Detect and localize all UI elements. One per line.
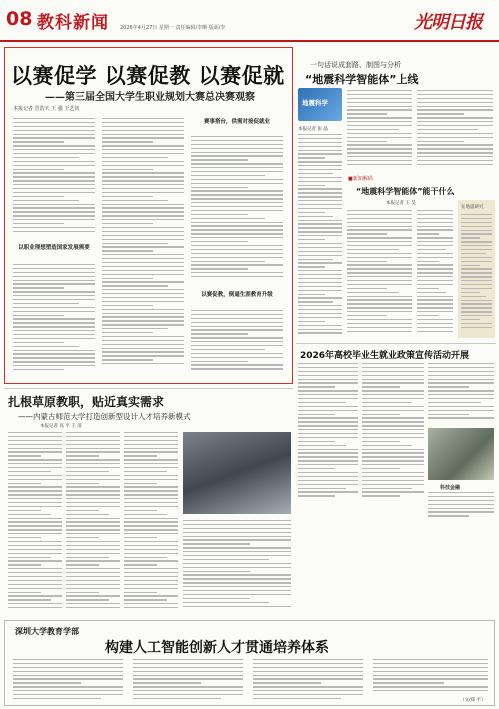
shenzhen-title: 构建人工智能创新人才贯通培养体系 bbox=[105, 640, 329, 656]
masthead-logo: 光明日报 bbox=[414, 12, 482, 33]
lead-title: 以赛促学 以赛促教 以赛促就 bbox=[11, 64, 285, 88]
lead-body-col1 bbox=[13, 118, 95, 238]
commentary-title: “地震科学智能体”能干什么 bbox=[356, 187, 455, 196]
teacher-title: 扎根草原教职，贴近真实需求 bbox=[8, 395, 165, 409]
page-number: 08 bbox=[6, 8, 33, 30]
shenzhen-footnote: （文/郑 平） bbox=[460, 698, 486, 703]
lead-subhead-3: 以赛促教，倒逼生涯教育升级 bbox=[201, 292, 273, 298]
teacher-body-col4 bbox=[183, 520, 291, 612]
commentary-byline: 本报记者 王 昊 bbox=[386, 201, 416, 206]
grad-body-col2 bbox=[362, 363, 424, 503]
grad-title: 2026年高校毕业生就业政策宣传活动开展 bbox=[300, 351, 470, 361]
shenzhen-body-col3 bbox=[253, 659, 363, 703]
lead-article bbox=[4, 47, 293, 384]
commentary-body-col1 bbox=[347, 210, 412, 338]
lead-body-col2 bbox=[102, 118, 184, 376]
commentary-body-col2 bbox=[417, 210, 453, 338]
teacher-body-col2 bbox=[66, 432, 120, 612]
teacher-body-col1 bbox=[8, 432, 62, 612]
grad-body-col3 bbox=[428, 363, 494, 423]
teacher-body-col3 bbox=[124, 432, 178, 612]
shenzhen-body-col4 bbox=[373, 659, 488, 695]
sidebar-note-text: 在地震研究 bbox=[461, 205, 484, 210]
lead-body-col3 bbox=[191, 136, 283, 286]
section-divider-right bbox=[296, 343, 496, 344]
lead-subtitle: ——第三届全国大学生职业规划大赛总决赛观察 bbox=[45, 92, 255, 103]
grad-photo-caption-body bbox=[428, 492, 494, 520]
lead-byline: 本报记者 晋浩天 王 强 王艺钊 bbox=[13, 106, 80, 112]
commentary-tag: ■新知解码 bbox=[348, 176, 373, 182]
science-body-col1 bbox=[298, 134, 342, 339]
grad-photo-caption: 科技金融 bbox=[440, 485, 461, 491]
shenzhen-box bbox=[4, 620, 495, 706]
teacher-byline: 本报记者 高 平 王 清 bbox=[40, 424, 82, 429]
science-byline: 本报记者 张 晶 bbox=[298, 127, 328, 132]
lead-subhead-2: 赛事搭台，供需对接促就业 bbox=[203, 119, 270, 125]
date-line: 2026年4月27日 星期一 责任编辑/李晰 版面/李 bbox=[120, 25, 226, 31]
grad-photo bbox=[428, 428, 494, 480]
teacher-photo bbox=[183, 432, 291, 514]
science-badge-text: 地震科学 bbox=[302, 99, 328, 107]
page-header bbox=[0, 0, 499, 42]
section-title: 教科新闻 bbox=[37, 13, 109, 33]
science-kicker: 一句话说成套路、制图与分析 bbox=[310, 61, 401, 69]
lead-subhead-1: 以职业理想塑造国家发展需要 bbox=[18, 245, 90, 251]
shenzhen-body-col1 bbox=[13, 659, 123, 703]
shenzhen-org: 深圳大学教育学部 bbox=[15, 627, 79, 636]
sidebar-note-body bbox=[461, 214, 492, 334]
science-body-col2 bbox=[347, 90, 412, 170]
science-badge-image bbox=[298, 88, 342, 121]
lead-body-col3b bbox=[191, 310, 283, 376]
section-divider-left bbox=[4, 388, 293, 389]
lead-body-col1b bbox=[13, 264, 95, 376]
grad-body-col1 bbox=[298, 363, 358, 503]
shenzhen-body-col2 bbox=[133, 659, 243, 703]
science-title: “地震科学智能体”上线 bbox=[305, 73, 419, 86]
science-body-col3 bbox=[417, 90, 493, 170]
sidebar-note bbox=[458, 200, 495, 338]
teacher-subtitle: ——内蒙古师范大学打造创新型设计人才培养新模式 bbox=[18, 412, 191, 421]
